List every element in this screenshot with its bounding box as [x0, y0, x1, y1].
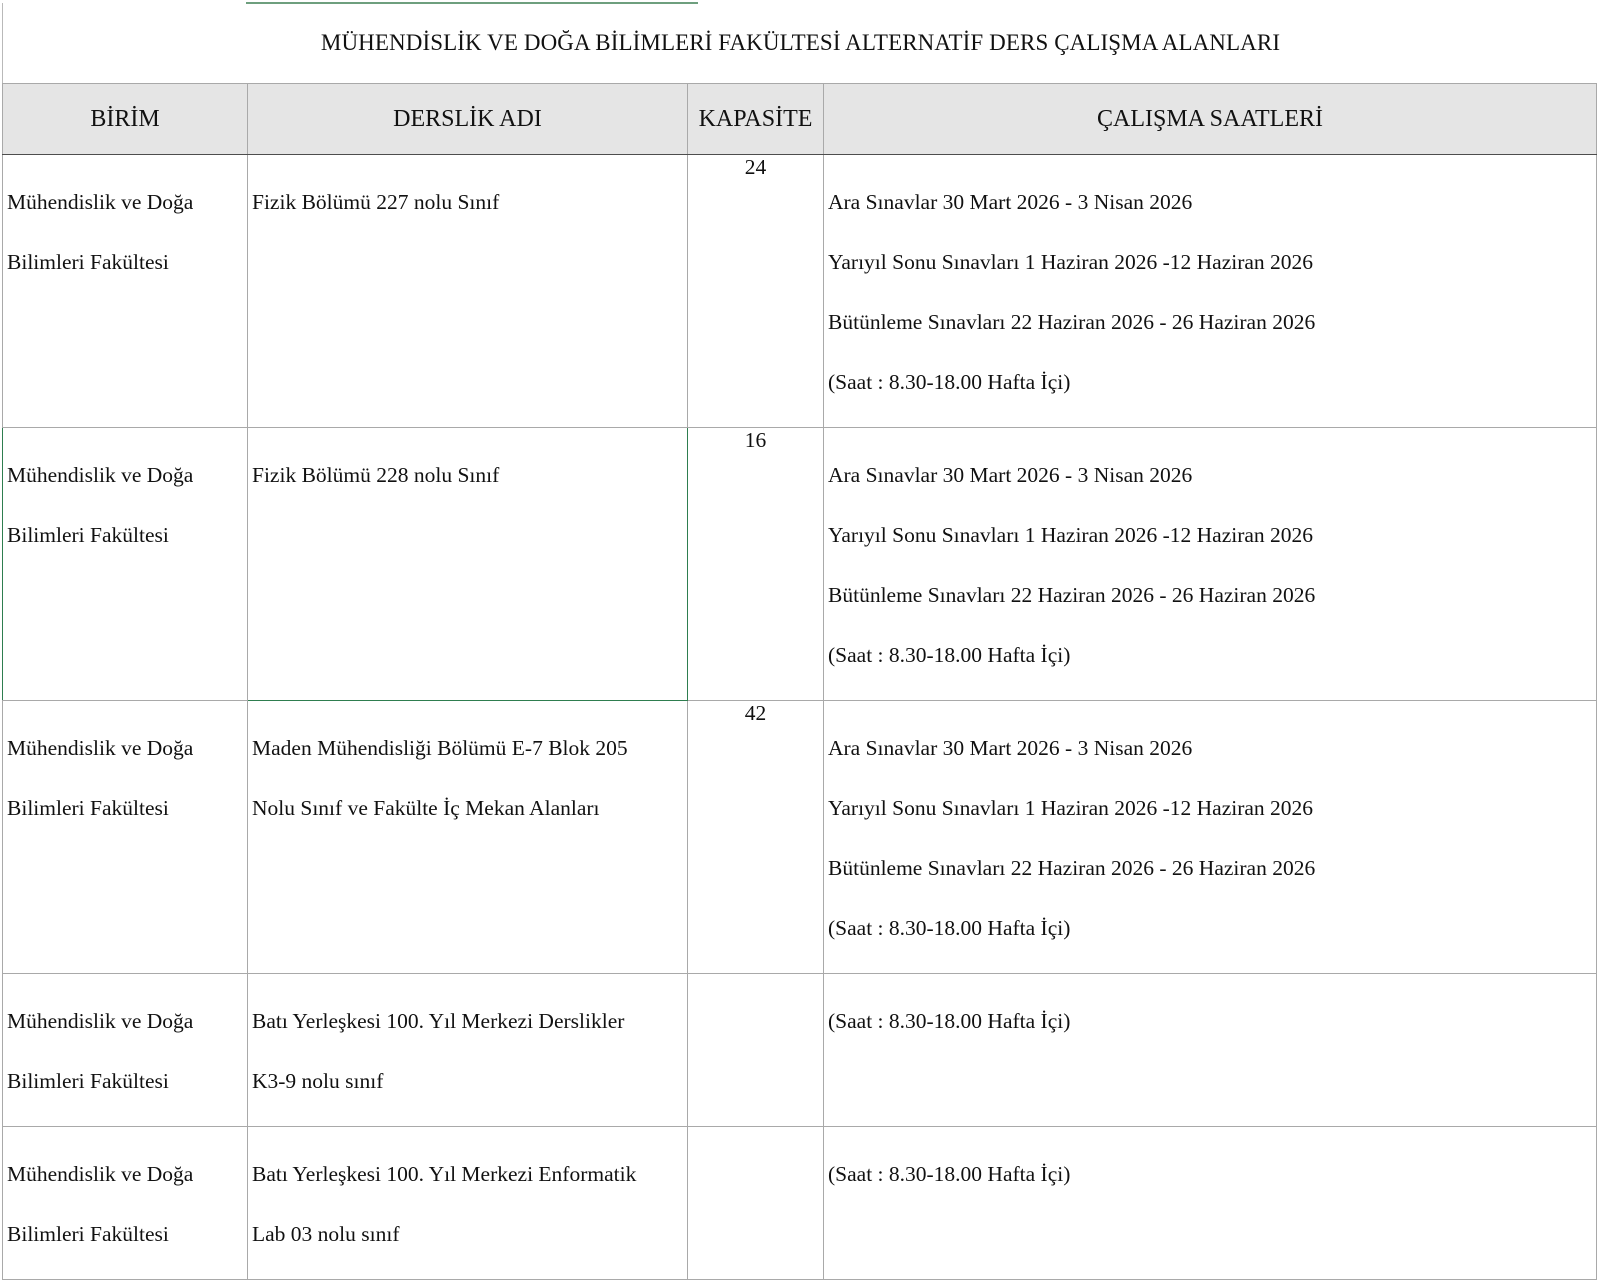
table-row — [3, 974, 1597, 1127]
hours-line: (Saat : 8.30-18.00 Hafta İçi) — [828, 643, 1071, 667]
hours-cell[interactable] — [824, 155, 1597, 428]
capacity-cell[interactable]: 24 — [688, 155, 824, 428]
classroom-cell[interactable] — [248, 155, 688, 428]
unit-cell[interactable] — [3, 701, 248, 974]
hours-cell[interactable] — [824, 428, 1597, 701]
unit-cell[interactable] — [3, 155, 248, 428]
classroom-line: Batı Yerleşkesi 100. Yıl Merkezi Derslikler — [252, 1009, 625, 1033]
capacity-cell[interactable]: 16 — [688, 428, 824, 701]
unit-line: Bilimleri Fakültesi — [7, 523, 169, 547]
hours-line: (Saat : 8.30-18.00 Hafta İçi) — [828, 370, 1071, 394]
table-header-row — [3, 84, 1597, 155]
classroom-line: Fizik Bölümü 227 nolu Sınıf — [252, 190, 500, 214]
document-title-text: MÜHENDİSLİK VE DOĞA BİLİMLERİ FAKÜLTESİ ALTERNATİF DERS ÇALIŞMA ALANLARI — [320, 30, 1281, 55]
unit-line: Bilimleri Fakültesi — [7, 1222, 169, 1246]
classroom-line: Nolu Sınıf ve Fakülte İç Mekan Alanları — [252, 796, 600, 820]
hours-line: Ara Sınavlar 30 Mart 2026 - 3 Nisan 2026 — [828, 736, 1193, 760]
capacity-cell[interactable] — [688, 1127, 824, 1280]
hours-cell[interactable] — [824, 1127, 1597, 1280]
table-row — [3, 155, 1597, 428]
hours-line: Ara Sınavlar 30 Mart 2026 - 3 Nisan 2026 — [828, 190, 1193, 214]
unit-line: Bilimleri Fakültesi — [7, 250, 169, 274]
unit-cell[interactable] — [3, 428, 248, 701]
hours-line: Bütünleme Sınavları 22 Haziran 2026 - 26 Haziran 2026 — [828, 583, 1316, 607]
hours-line: Bütünleme Sınavları 22 Haziran 2026 - 26 Haziran 2026 — [828, 856, 1316, 880]
table-row — [3, 701, 1597, 974]
hours-cell[interactable] — [824, 974, 1597, 1127]
header-classroom: DERSLİK ADI — [248, 84, 688, 155]
classroom-line: Maden Mühendisliği Bölümü E-7 Blok 205 — [252, 736, 628, 760]
hours-line: (Saat : 8.30-18.00 Hafta İçi) — [828, 1162, 1071, 1186]
unit-line: Mühendislik ve Doğa — [7, 1162, 194, 1186]
hours-line: Bütünleme Sınavları 22 Haziran 2026 - 26 Haziran 2026 — [828, 310, 1316, 334]
table-row — [3, 428, 1597, 701]
capacity-cell[interactable] — [688, 974, 824, 1127]
unit-line: Bilimleri Fakültesi — [7, 796, 169, 820]
hours-line: Yarıyıl Sonu Sınavları 1 Haziran 2026 -12 Haziran 2026 — [828, 523, 1314, 547]
unit-cell[interactable] — [3, 1127, 248, 1280]
unit-line: Mühendislik ve Doğa — [7, 1009, 194, 1033]
unit-cell[interactable] — [3, 974, 248, 1127]
classroom-line: K3-9 nolu sınıf — [252, 1069, 384, 1093]
classroom-line: Batı Yerleşkesi 100. Yıl Merkezi Enformatik — [252, 1162, 637, 1186]
classroom-cell[interactable] — [248, 701, 688, 974]
unit-line: Mühendislik ve Doğa — [7, 190, 194, 214]
unit-line: Bilimleri Fakültesi — [7, 1069, 169, 1093]
classroom-cell[interactable] — [248, 974, 688, 1127]
unit-line: Mühendislik ve Doğa — [7, 736, 194, 760]
classroom-cell[interactable] — [248, 1127, 688, 1280]
classroom-line: Lab 03 nolu sınıf — [252, 1222, 400, 1246]
classroom-cell-selected[interactable] — [248, 428, 688, 701]
hours-line: Yarıyıl Sonu Sınavları 1 Haziran 2026 -12 Haziran 2026 — [828, 250, 1314, 274]
hours-cell[interactable] — [824, 701, 1597, 974]
capacity-cell[interactable]: 42 — [688, 701, 824, 974]
header-hours: ÇALIŞMA SAATLERİ — [824, 84, 1597, 155]
classroom-line: Fizik Bölümü 228 nolu Sınıf — [252, 463, 500, 487]
hours-line: (Saat : 8.30-18.00 Hafta İçi) — [828, 1009, 1071, 1033]
hours-line: Yarıyıl Sonu Sınavları 1 Haziran 2026 -12 Haziran 2026 — [828, 796, 1314, 820]
table-row — [3, 1127, 1597, 1280]
study-areas-table — [2, 83, 1597, 1280]
header-unit: BİRİM — [3, 84, 248, 155]
unit-line: Mühendislik ve Doğa — [7, 463, 194, 487]
header-capacity: KAPASİTE — [688, 84, 824, 155]
hours-line: (Saat : 8.30-18.00 Hafta İçi) — [828, 916, 1071, 940]
hours-line: Ara Sınavlar 30 Mart 2026 - 3 Nisan 2026 — [828, 463, 1193, 487]
document-title — [2, 3, 1598, 83]
